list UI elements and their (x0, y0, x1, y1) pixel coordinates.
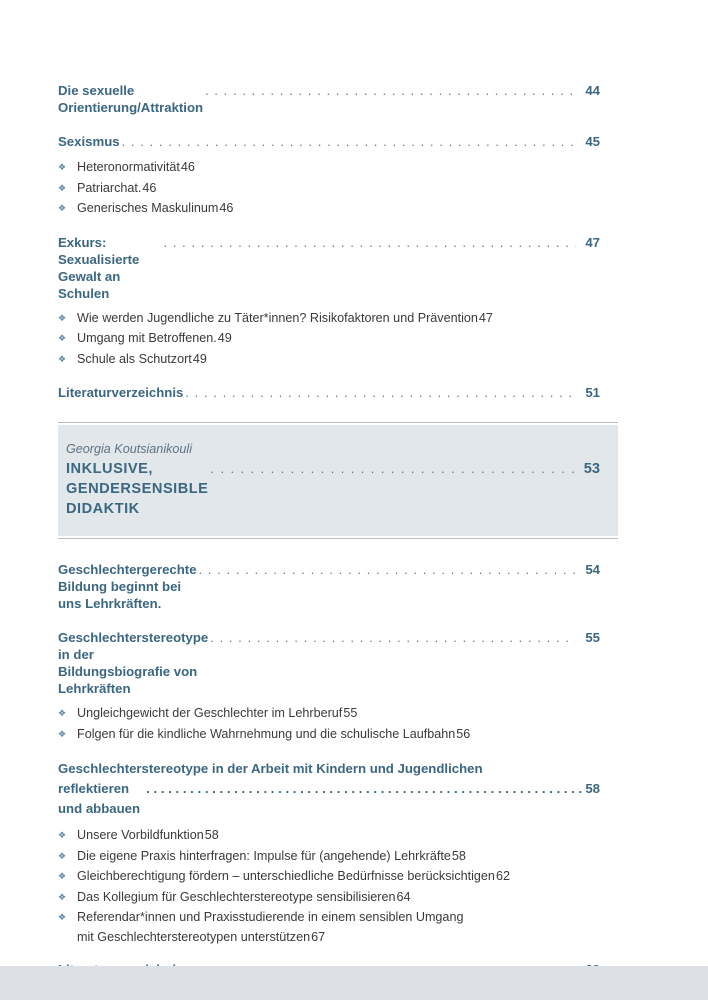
toc-heading-block[interactable] (58, 759, 600, 819)
toc-page-number: 56 (456, 726, 471, 741)
leader-dots (185, 384, 576, 402)
list-item-label: Das Kollegium für Geschlechterstereotype sensibilisieren (77, 889, 396, 904)
featured-chapter[interactable] (58, 422, 618, 539)
toc-heading-row[interactable] (58, 629, 600, 697)
diamond-bullet-icon: ❖ (58, 728, 67, 739)
divider-bottom (58, 538, 618, 539)
leader-dots (210, 459, 581, 479)
list-item[interactable] (58, 158, 600, 179)
leader-dots (146, 779, 583, 799)
toc-page-number: 64 (396, 889, 411, 904)
leader-dots (199, 561, 576, 579)
toc-page-number: 58 (451, 848, 466, 863)
list-item[interactable] (58, 350, 600, 371)
list-item[interactable] (58, 309, 600, 330)
toc-heading-label: Exkurs: Sexualisierte Gewalt an Schulen (58, 234, 144, 301)
divider-top (58, 422, 618, 423)
toc-page-number: 44 (585, 83, 600, 98)
diamond-bullet-icon: ❖ (58, 891, 67, 902)
toc-page-number: 58 (585, 781, 600, 796)
list-item-label: Unsere Vorbildfunktion (77, 828, 204, 842)
list-item[interactable] (58, 704, 600, 725)
list-item-label: Wie werden Jugendliche zu Täter*innen? Risikofaktoren und Prävention (77, 310, 478, 325)
diamond-bullet-icon: ❖ (58, 333, 67, 343)
toc-heading-line2: reflektieren und abbauen (58, 781, 141, 816)
diamond-bullet-icon: ❖ (58, 830, 67, 840)
diamond-bullet-icon: ❖ (58, 912, 67, 922)
list-item[interactable] (58, 329, 600, 350)
toc-page-number: 45 (585, 134, 600, 149)
list-item[interactable] (58, 908, 600, 947)
list-item-label-line2: mit Geschlechterstereotypen unterstützen (77, 929, 311, 944)
list-item-label: Heteronormativität (77, 160, 180, 174)
page-footer-band (0, 966, 708, 1000)
toc-page-number: 55 (343, 706, 358, 720)
diamond-bullet-icon: ❖ (58, 203, 67, 213)
list-item-label: Patriarchat. (77, 180, 142, 195)
toc-heading-row[interactable] (58, 561, 600, 612)
toc-heading-line1: Geschlechterstereotype in der Arbeit mit Kindern und Jugendlichen (58, 761, 483, 776)
toc-heading-label: Sexismus (58, 134, 120, 149)
toc-page-number: 49 (217, 331, 232, 345)
diamond-bullet-icon: ❖ (58, 312, 67, 323)
list-item-label-line1: Referendar*innen und Praxisstudierende in einem sensiblen Umgang (77, 910, 464, 924)
list-item[interactable] (58, 199, 600, 220)
toc-heading-label: Geschlechterstereotype in der Bildungsbiografie von Lehrkräften (58, 630, 212, 696)
table-of-contents (58, 82, 600, 986)
list-item[interactable] (58, 826, 600, 847)
toc-heading-row[interactable] (58, 82, 600, 116)
toc-page-number: 55 (585, 630, 600, 645)
list-item[interactable] (58, 847, 600, 868)
list-item[interactable] (58, 725, 600, 746)
leader-dots (122, 133, 576, 151)
toc-heading-label: Literaturverzeichnis (58, 385, 184, 400)
toc-page-number: 51 (585, 385, 600, 400)
toc-page-number: 54 (585, 562, 600, 577)
toc-heading-label: Geschlechtergerechte Bildung beginnt bei uns Lehrkräften. (58, 562, 201, 611)
diamond-bullet-icon: ❖ (58, 162, 67, 172)
list-item[interactable] (58, 888, 600, 909)
leader-dots (163, 234, 576, 252)
list-item[interactable] (58, 867, 600, 888)
list-item-label: Schule als Schutzort (77, 351, 192, 366)
toc-heading-row[interactable] (58, 234, 600, 302)
toc-page-number: 67 (311, 929, 326, 944)
diamond-bullet-icon: ❖ (58, 850, 67, 861)
toc-page-number: 47 (585, 234, 600, 250)
list-item-label: Ungleichgewicht der Geschlechter im Lehrberuf (77, 706, 343, 720)
diamond-bullet-icon: ❖ (58, 708, 67, 718)
toc-heading-label: Die sexuelle Orientierung/Attraktion (58, 83, 204, 115)
toc-heading-row[interactable] (58, 133, 600, 151)
diamond-bullet-icon: ❖ (58, 871, 67, 881)
toc-page-number: 62 (495, 869, 510, 883)
chapter-title-row[interactable] (66, 459, 600, 519)
list-item[interactable] (58, 179, 600, 200)
list-item-label: Umgang mit Betroffenen. (77, 331, 217, 345)
list-item-label: Die eigene Praxis hinterfragen: Impulse für (angehende) Lehrkräfte (77, 848, 451, 863)
toc-heading-line2-row (58, 779, 600, 819)
toc-page-number: 47 (478, 310, 493, 325)
toc-page-number: 46 (219, 201, 234, 215)
toc-page-number: 53 (583, 461, 600, 477)
list-item-label: Folgen für die kindliche Wahrnehmung und die schulische Laufbahn (77, 726, 456, 741)
diamond-bullet-icon: ❖ (58, 182, 67, 193)
toc-page-number: 46 (142, 180, 157, 195)
featured-chapter-box[interactable] (58, 425, 618, 536)
chapter-title-label: INKLUSIVE, GENDERSENSIBLE DIDAKTIK (66, 461, 213, 517)
chapter-author: Georgia Koutsianikouli (66, 442, 193, 456)
toc-heading-row[interactable] (58, 384, 600, 402)
list-item-label: Gleichberechtigung fördern – unterschiedliche Bedürfnisse berücksichtigen (77, 869, 495, 883)
toc-page-number: 46 (180, 160, 195, 174)
toc-page-number: 58 (204, 828, 219, 842)
leader-dots (210, 629, 576, 647)
diamond-bullet-icon: ❖ (58, 353, 67, 364)
toc-page-number: 49 (192, 351, 207, 366)
list-item-label: Generisches Maskulinum (77, 201, 219, 215)
leader-dots (205, 82, 576, 100)
